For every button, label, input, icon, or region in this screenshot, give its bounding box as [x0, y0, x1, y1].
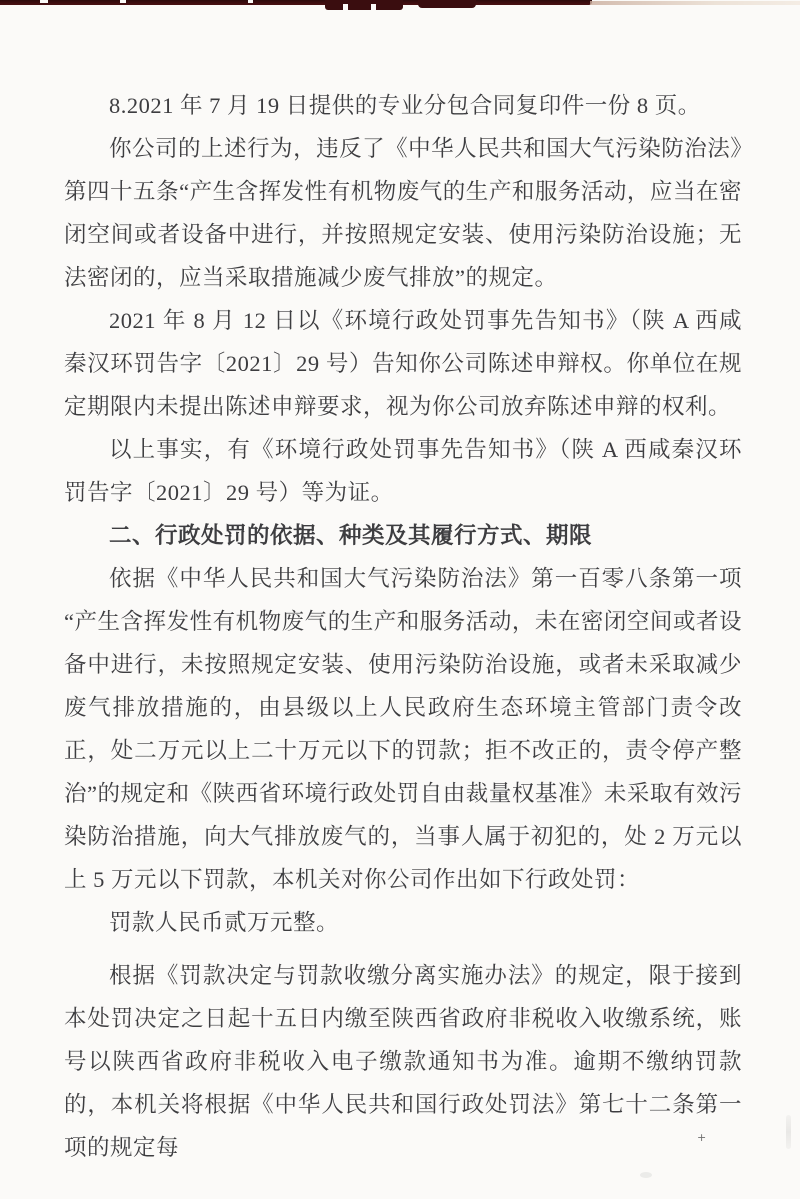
- paragraph-prior-notice: 2021 年 8 月 12 日以《环境行政处罚事先告知书》（陕 A 西咸秦汉环罚告字〔2021〕29 号）告知你公司陈述申辩权。你单位在规定期限内未提出陈述申辩要求，视为你公司放弃陈述申辩的权利。: [64, 308, 742, 419]
- paragraph-evidence-item-8: 8.2021 年 7 月 19 日提供的专业分包合同复印件一份 8 页。: [109, 93, 701, 118]
- letterhead-strip-torn-edge: [418, 0, 476, 8]
- letterhead-strip-notch: [40, 0, 48, 3]
- paragraph-payment-instruction: 根据《罚款决定与罚款收缴分离实施办法》的规定，限于接到本处罚决定之日起十五日内缴至陕西省政府非税收入收缴系统，账号以陕西省政府非税收入电子缴款通知书为准。逾期不缴纳罚款的，本机关将根据《中华人民共和国行政处罚法》第七十二条第一项的规定每: [64, 963, 742, 1160]
- letterhead-strip-torn-edge: [325, 0, 403, 10]
- scan-artifact-smudge: [640, 1172, 652, 1178]
- paragraph-evidence-conclusion: 以上事实，有《环境行政处罚事先告知书》（陕 A 西咸秦汉环罚告字〔2021〕29 号）等为证。: [64, 437, 742, 505]
- scan-artifact-edge-streak: [786, 1115, 791, 1149]
- scanned-red-letterhead-strip: [0, 0, 800, 12]
- paragraph-legal-basis: 依据《中华人民共和国大气污染防治法》第一百零八条第一项“产生含挥发性有机物废气的生产和服务活动，未在密闭空间或者设备中进行，未按照规定安装、使用污染防治设施，或者未采取减少废气排放措施的，由县级以上人民政府生态环境主管部门责令改正，处二万元以上二十万元以下的罚款；拒不改正的，责令停产整治”的规定和《陕西省环境行政处罚自由裁量权基准》未采取有效污染防治措施，向大气排放废气的，当事人属于初犯的，处 2 万元以上 5 万元以下罚款，本机关对你公司作出如下行政处罚：: [64, 566, 742, 892]
- letterhead-strip-notch: [248, 0, 253, 3]
- paragraph-penalty-amount: 罚款人民币贰万元整。: [109, 910, 340, 935]
- scan-artifact-plus-mark: +: [697, 1131, 707, 1144]
- section-heading-penalty-basis: 二、行政处罚的依据、种类及其履行方式、期限: [109, 523, 593, 548]
- letterhead-strip-dark-segment: [0, 0, 592, 5]
- letterhead-strip-faded-segment: [590, 1, 800, 5]
- letterhead-strip-notch: [120, 0, 126, 3]
- paragraph-violation-statement: 你公司的上述行为，违反了《中华人民共和国大气污染防治法》第四十五条“产生含挥发性有机物废气的生产和服务活动，应当在密闭空间或者设备中进行，并按照规定安装、使用污染防治设施；无法密闭的，应当采取措施减少废气排放”的规定。: [64, 136, 742, 290]
- document-body: [64, 84, 742, 1169]
